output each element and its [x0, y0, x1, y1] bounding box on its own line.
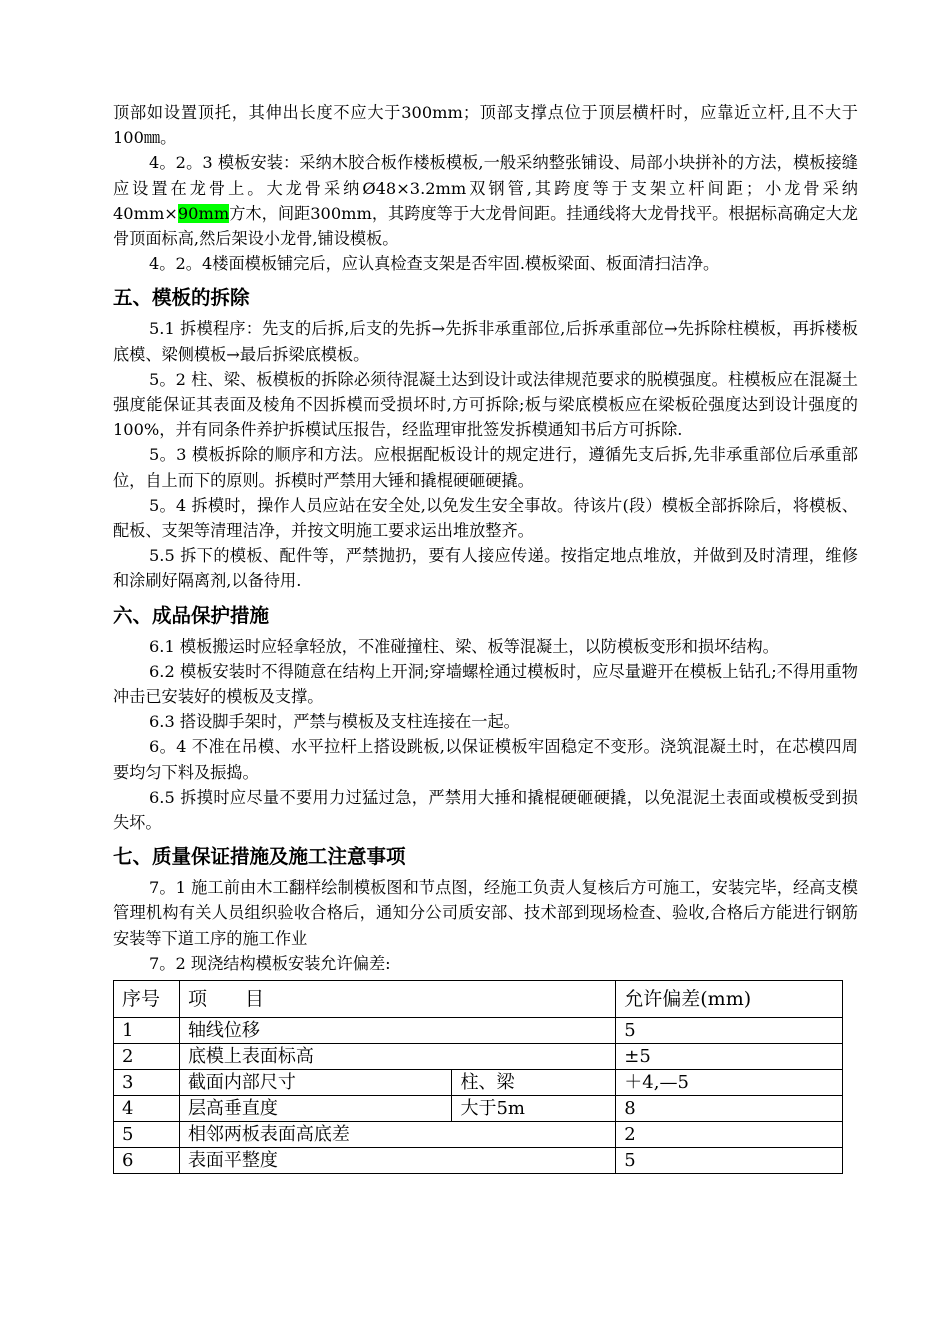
para-7-2: 7。2 现浇结构模板安装允许偏差: — [149, 953, 391, 973]
cell-item: 截面内部尺寸 — [179, 1070, 452, 1096]
cell-item: 表面平整度 — [179, 1148, 615, 1174]
cell-no: 5 — [114, 1122, 180, 1148]
para-5-4: 5。4 拆模时，操作人员应站在安全处,以免发生安全事故。待该片(段）模板全部拆除后，将模板、配板、支架等清理洁净，并按文明施工要求运出堆放整齐。 — [113, 495, 858, 541]
para-7-1: 7。1 施工前由木工翻样绘制模板图和节点图，经施工负责人复核后方可施工，安装完毕，经高支模管理机构有关人员组织验收合格后，通知分公司质安部、技术部到现场检查、验收,合格后方能进行钢筋安装等下道工序的施工作业 — [113, 878, 858, 948]
cell-item: 轴线位移 — [179, 1018, 615, 1044]
cell-sub: 柱、梁 — [452, 1070, 616, 1096]
highlighted-dimension: 90mm — [177, 203, 230, 223]
cell-tolerance: 2 — [616, 1122, 843, 1148]
table-row — [114, 1122, 843, 1148]
cell-tolerance: 5 — [616, 1018, 843, 1044]
table-header-row — [114, 981, 843, 1018]
para-6-4: 6。4 不准在吊模、水平拉杆上搭设跳板,以保证模板牢固稳定不变形。浇筑混凝土时，在芯模四周要均匀下料及振捣。 — [113, 737, 858, 782]
para-5-3: 5。3 模板拆除的顺序和方法。应根据配板设计的规定进行，遵循先支后拆,先非承重部位后承重部位，自上而下的原则。拆模时严禁用大锤和撬棍硬砸硬撬。 — [113, 445, 858, 490]
cell-no: 4 — [114, 1096, 180, 1122]
section-7-heading: 七、质量保证措施及施工注意事项 — [113, 845, 406, 869]
cell-item: 相邻两板表面高底差 — [179, 1122, 615, 1148]
cell-tolerance: 5 — [616, 1148, 843, 1174]
tolerance-table — [113, 980, 843, 1174]
cell-tolerance: ＋4,—5 — [616, 1070, 843, 1096]
table-row — [114, 1096, 843, 1122]
para-4-2-3-part-b: 方木，间距300mm，其跨度等于大龙骨间距。挂通线将大龙骨找平。根据标高确定大龙骨顶面标高,然后架设小龙骨,铺设模板。 — [113, 203, 858, 249]
section-5-heading: 五、模板的拆除 — [113, 286, 250, 310]
header-tolerance: 允许偏差(mm) — [616, 981, 843, 1018]
section-6-heading: 六、成品保护措施 — [113, 603, 270, 627]
para-support-top: 顶部如设置顶托，其伸出长度不应大于300mm；顶部支撑点位于顶层横杆时，应靠近立杆,且不大于100㎜。 — [113, 103, 858, 148]
table-row — [114, 1044, 843, 1070]
cell-tolerance: 8 — [616, 1096, 843, 1122]
table-row — [114, 1070, 843, 1096]
cell-no: 1 — [114, 1018, 180, 1044]
para-4-2-3-part-a: 4。2。3 模板安装：采纳木胶合板作楼板模板,一般采纳整张铺设、局部小块拼补的方法，模板接缝应设置在龙骨上。大龙骨采纳Ø48×3.2mm双钢管,其跨度等于支架立杆间距；小龙骨采纳40mm× — [113, 153, 858, 223]
header-no: 序号 — [114, 981, 180, 1018]
cell-no: 3 — [114, 1070, 180, 1096]
para-5-1: 5.1 拆模程序：先支的后拆,后支的先拆→先拆非承重部位,后拆承重部位→先拆除柱模板，再拆楼板底模、梁侧模板→最后拆梁底模板。 — [113, 319, 858, 364]
cell-no: 2 — [114, 1044, 180, 1070]
cell-item: 底模上表面标高 — [179, 1044, 615, 1070]
table-row — [114, 1148, 843, 1174]
para-6-2: 6.2 模板安装时不得随意在结构上开洞;穿墙螺栓通过模板时，应尽量避开在模板上钻孔;不得用重物冲击已安装好的模板及支撑。 — [113, 661, 858, 707]
cell-item: 层高垂直度 — [179, 1096, 452, 1122]
cell-sub: 大于5m — [452, 1096, 616, 1122]
para-4-2-4: 4。2。4楼面模板铺完后，应认真检查支架是否牢固.模板梁面、板面清扫洁净。 — [149, 254, 720, 274]
para-6-5: 6.5 拆摸时应尽量不要用力过猛过急，严禁用大捶和撬棍硬砸硬撬，以免混泥土表面或模板受到损失坏。 — [113, 787, 858, 833]
cell-no: 6 — [114, 1148, 180, 1174]
cell-tolerance: ±5 — [616, 1044, 843, 1070]
header-item: 项 目 — [179, 981, 615, 1018]
document-body — [113, 100, 858, 1174]
para-5-2: 5。2 柱、梁、板模板的拆除必须待混凝土达到设计或法律规范要求的脱模强度。柱模板应在混凝土强度能保证其表面及棱角不因拆模而受损坏时,方可拆除;板与梁底模板应在梁板砼强度达到设计强度的100%，并有同条件养护拆模试压报告，经监理审批签发拆模通知书后方可拆除. — [113, 369, 858, 440]
para-4-2-3 — [113, 150, 858, 251]
table-row — [114, 1018, 843, 1044]
para-5-5: 5.5 拆下的模板、配件等，严禁抛扔，要有人接应传递。按指定地点堆放，并做到及时清理，维修和涂刷好隔离剂,以备待用. — [113, 546, 858, 591]
para-6-1: 6.1 模板搬运时应轻拿轻放，不准碰撞柱、梁、板等混凝土，以防模板变形和损坏结构。 — [149, 636, 779, 656]
para-6-3: 6.3 搭设脚手架时，严禁与模板及支柱连接在一起。 — [149, 712, 520, 732]
